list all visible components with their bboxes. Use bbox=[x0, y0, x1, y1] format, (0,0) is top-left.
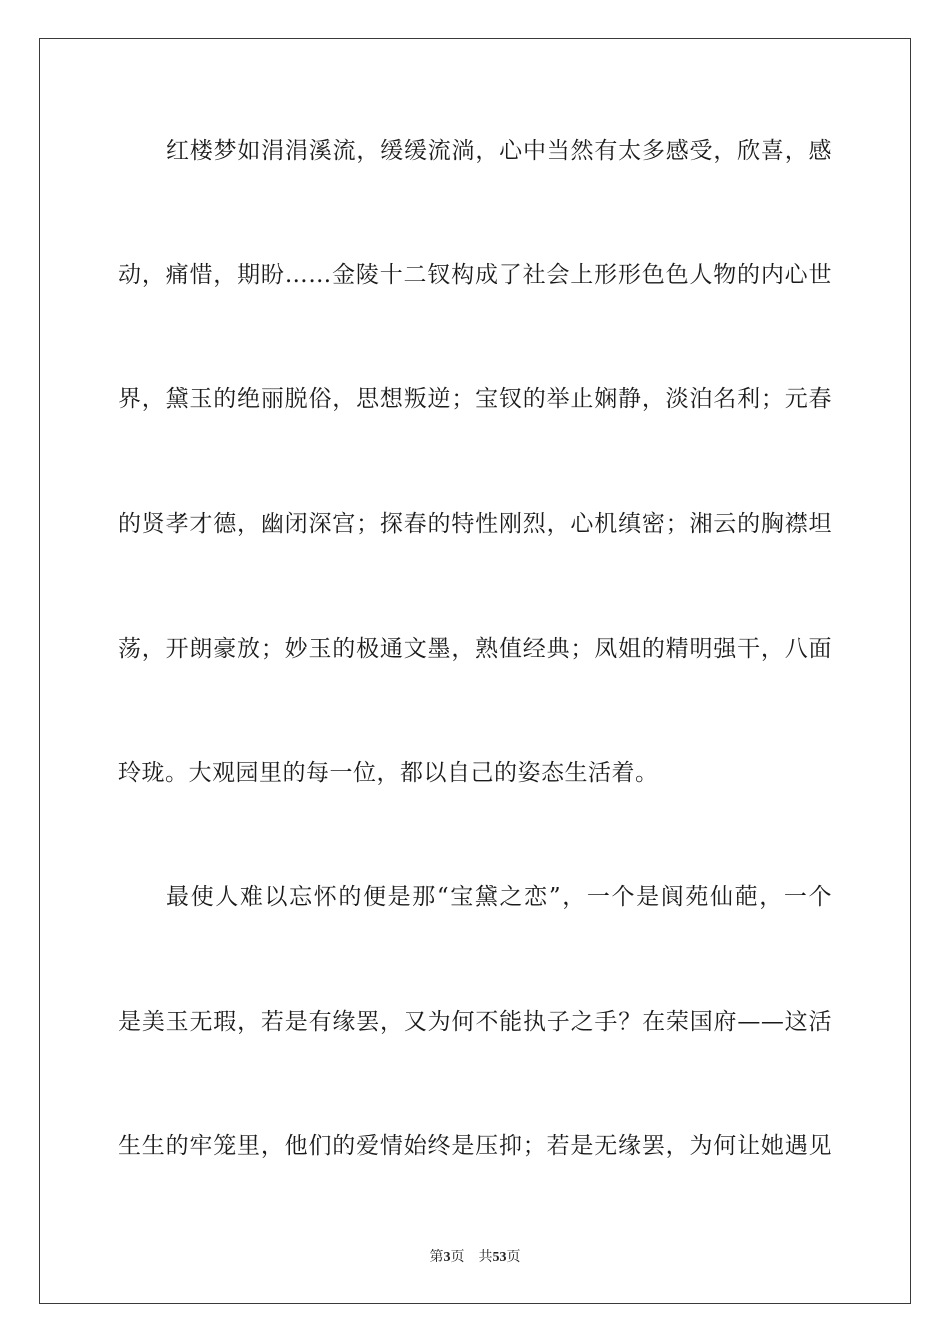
footer-page-suffix: 页 bbox=[450, 1249, 465, 1265]
paragraph-2-line-2: 是美玉无瑕，若是有缘罢，又为何不能执子之手？在荣国府——这活 bbox=[118, 1009, 832, 1035]
paragraph-2-line-3: 生生的牢笼里，他们的爱情始终是压抑；若是无缘罢，为何让她遇见 bbox=[118, 1133, 832, 1159]
paragraph-1-line-4: 的贤孝才德，幽闭深宫；探春的特性刚烈，心机缜密；湘云的胸襟坦 bbox=[118, 511, 832, 537]
page-border bbox=[39, 38, 911, 1304]
footer-page-number: 3 bbox=[443, 1250, 451, 1265]
paragraph-1-line-3: 界，黛玉的绝丽脱俗，思想叛逆；宝钗的举止娴静，淡泊名利；元春 bbox=[118, 386, 832, 412]
footer-page-prefix: 第 bbox=[429, 1249, 444, 1265]
paragraph-1-line-1: 红楼梦如涓涓溪流，缓缓流淌，心中当然有太多感受，欣喜，感 bbox=[166, 138, 832, 164]
footer-total-suffix: 页 bbox=[506, 1249, 521, 1265]
paragraph-1-line-2: 动，痛惜，期盼……金陵十二钗构成了社会上形形色色人物的内心世 bbox=[118, 262, 832, 288]
paragraph-1-line-5: 荡，开朗豪放；妙玉的极通文墨，熟值经典；凤姐的精明强干，八面 bbox=[118, 636, 832, 662]
paragraph-1-line-6: 玲珑。大观园里的每一位，都以自己的姿态生活着。 bbox=[118, 760, 659, 786]
page-footer bbox=[0, 1247, 950, 1268]
footer-total-pages: 53 bbox=[492, 1250, 507, 1265]
paragraph-2-line-1: 最使人难以忘怀的便是那“宝黛之恋”，一个是阆苑仙葩，一个 bbox=[166, 884, 832, 910]
footer-total-prefix: 共 bbox=[478, 1249, 493, 1265]
